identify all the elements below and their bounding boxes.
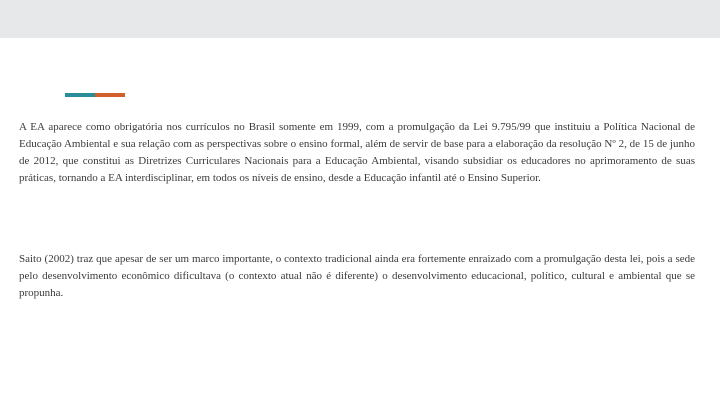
accent-bar-orange [95, 93, 125, 97]
accent-bar-teal [65, 93, 95, 97]
paragraph-2: Saito (2002) traz que apesar de ser um marco importante, o contexto tradicional ainda era fortemente enraizado com a promulgação desta lei, pois a sede pelo desenvolvimento econômico dificultava (o contexto atual não é diferente) o desenvolvimento educacional, político, cultural e ambiental que se propunha. [19, 253, 695, 299]
paragraph-1: A EA aparece como obrigatória nos currículos no Brasil somente em 1999, com a promulgação da Lei 9.795/99 que instituiu a Política Nacional de Educação Ambiental e sua relação com as perspectivas sobre o ensino formal, além de servir de base para a elaboração da resolução Nº 2, de 15 de junho de 2012, que constitui as Diretrizes Curriculares Nacionais para a Educação Ambiental, visando subsidiar os educadores no aprimoramento de suas práticas, tornando a EA interdisciplinar, em todos os níveis de ensino, desde a Educação infantil até o Ensino Superior. [19, 121, 695, 184]
header-band [0, 0, 720, 38]
